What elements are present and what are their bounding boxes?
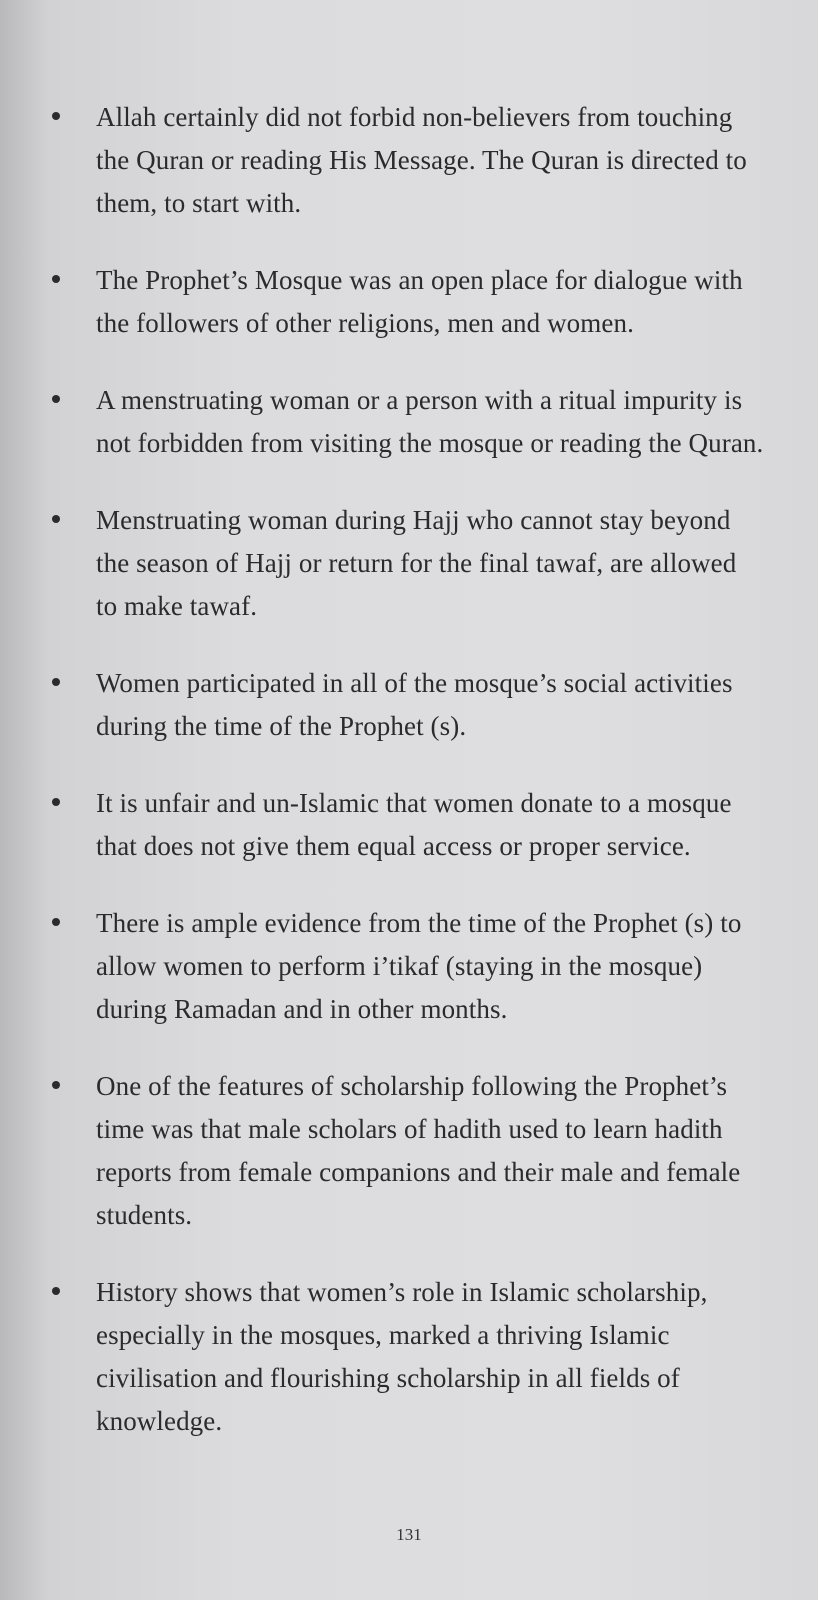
bullet-icon	[52, 678, 60, 686]
list-item-text: Menstruating woman during Hajj who cannot stay beyond the season of Hajj or return for the final tawaf, are allowed to make tawaf.	[96, 505, 737, 621]
list-item-text: There is ample evidence from the time of the Prophet (s) to allow women to perform i’tikaf (staying in the mosque) during Ramadan and in other months.	[96, 908, 742, 1024]
page-number: 131	[396, 1525, 422, 1544]
bullet-icon	[52, 275, 60, 283]
bullet-icon	[52, 112, 60, 120]
list-item	[52, 259, 764, 345]
list-item	[52, 662, 764, 748]
list-item	[52, 1271, 764, 1443]
list-item	[52, 96, 764, 225]
bullet-icon	[52, 395, 60, 403]
bullet-icon	[52, 798, 60, 806]
bullet-icon	[52, 515, 60, 523]
list-item-text: One of the features of scholarship following the Prophet’s time was that male scholars of hadith used to learn hadith reports from female companions and their male and female students.	[96, 1071, 741, 1230]
list-item-text: It is unfair and un-Islamic that women donate to a mosque that does not give them equal access or proper service.	[96, 788, 732, 861]
bullet-icon	[52, 1081, 60, 1089]
list-item-text: History shows that women’s role in Islamic scholarship, especially in the mosques, marked a thriving Islamic civilisation and flourishing scholarship in all fields of knowledge.	[96, 1277, 708, 1436]
list-item	[52, 499, 764, 628]
list-item-text: The Prophet’s Mosque was an open place for dialogue with the followers of other religions, men and women.	[96, 265, 743, 338]
list-item-text: A menstruating woman or a person with a ritual impurity is not forbidden from visiting the mosque or reading the Quran.	[96, 385, 764, 458]
bullet-icon	[52, 918, 60, 926]
list-item	[52, 902, 764, 1031]
list-item	[52, 1065, 764, 1237]
list-item	[52, 782, 764, 868]
list-item-text: Allah certainly did not forbid non-believers from touching the Quran or reading His Message. The Quran is directed to them, to start with.	[96, 102, 747, 218]
list-item	[52, 379, 764, 465]
list-item-text: Women participated in all of the mosque’s social activities during the time of the Prophet (s).	[96, 668, 733, 741]
bullet-icon	[52, 1287, 60, 1295]
bullet-list	[52, 96, 764, 1477]
